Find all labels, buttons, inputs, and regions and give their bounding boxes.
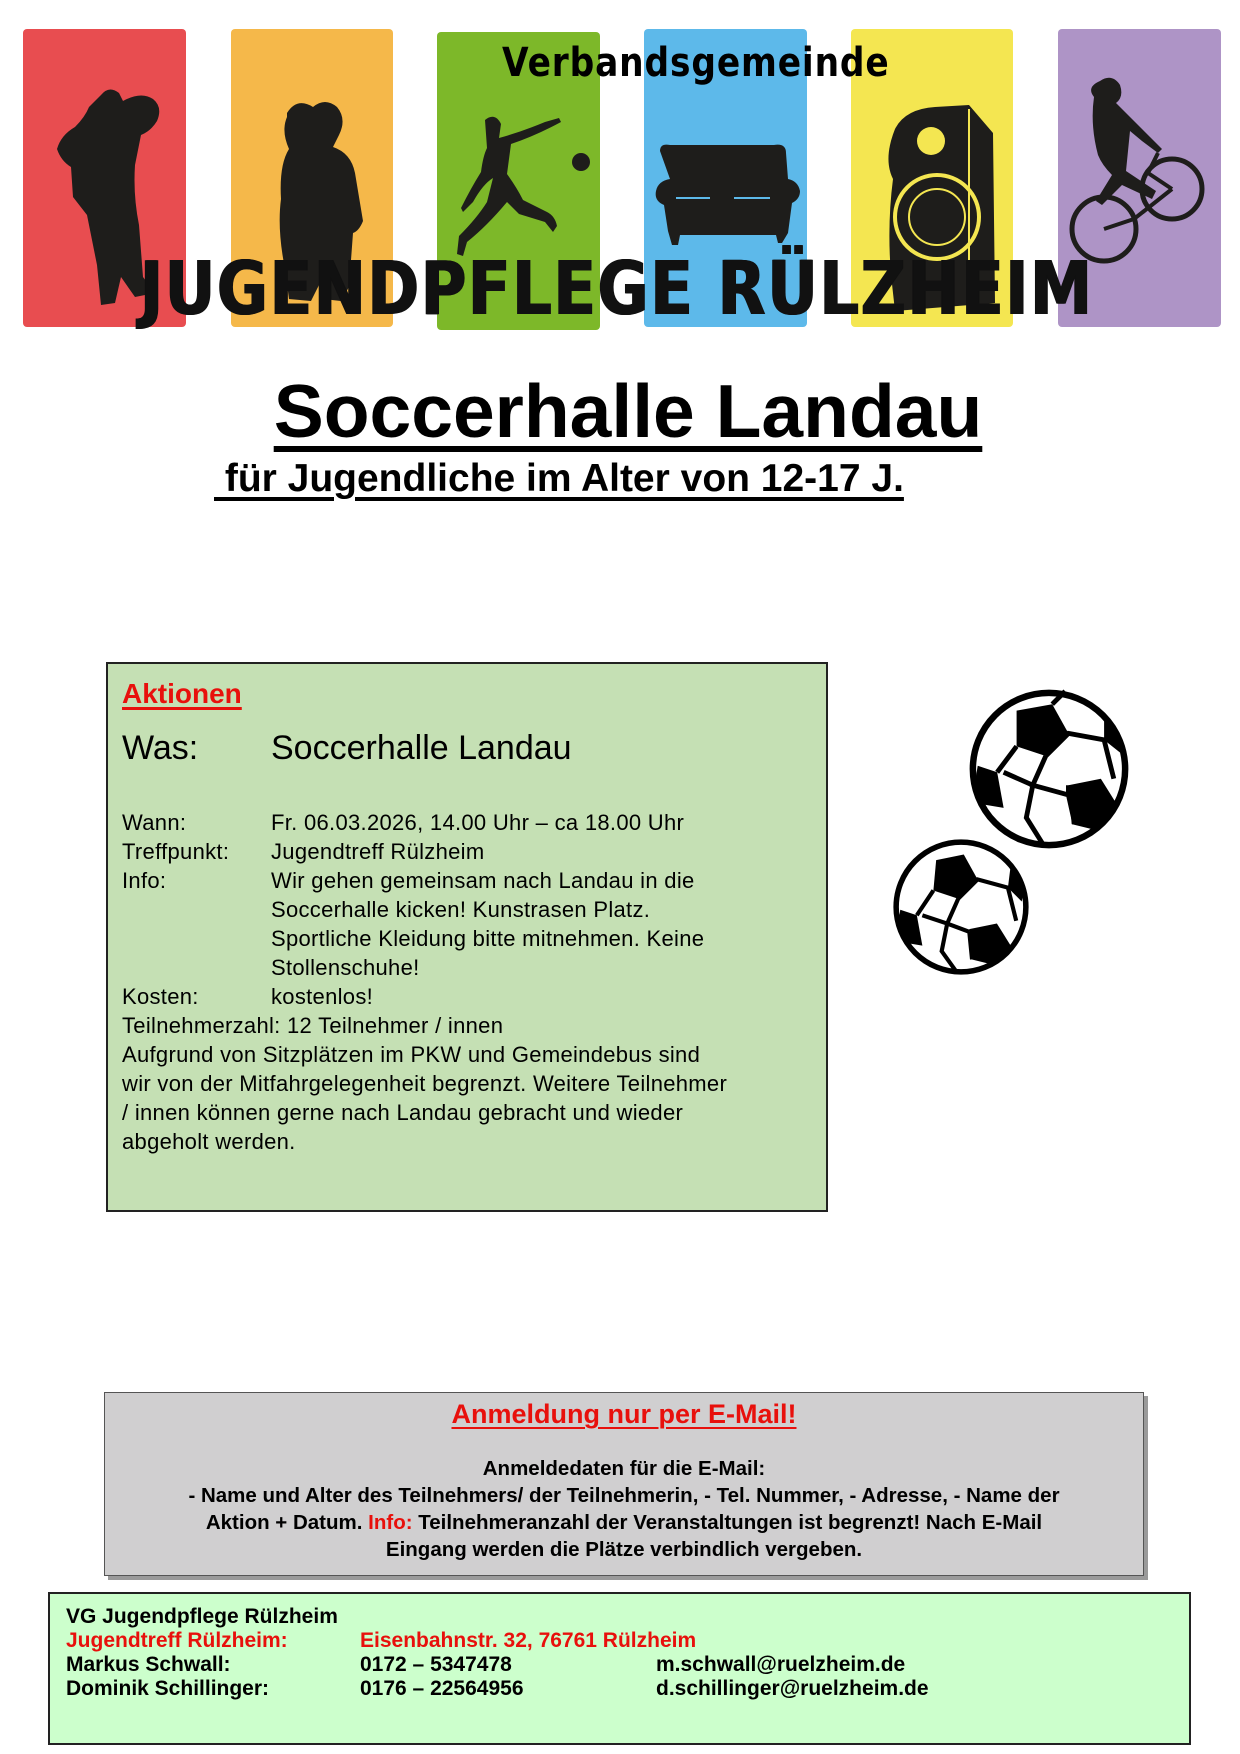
logo-banner bbox=[0, 0, 1240, 340]
soccer-ball-icon bbox=[968, 688, 1130, 850]
registration-intro: Anmeldedaten für die E-Mail: bbox=[482, 1457, 766, 1480]
detail-row-kosten bbox=[122, 982, 812, 1011]
page-title-text: Soccerhalle Landau bbox=[273, 369, 983, 453]
contact-name: Markus Schwall: bbox=[66, 1653, 231, 1676]
registration-line-3: Eingang werden die Plätze verbindlich vergeben. bbox=[385, 1538, 863, 1561]
registration-box bbox=[104, 1392, 1144, 1576]
address-value: Eisenbahnstr. 32, 76761 Rülzheim bbox=[360, 1629, 697, 1652]
detail-value: Jugendtreff Rülzheim bbox=[271, 839, 485, 864]
was-value: Soccerhalle Landau bbox=[271, 729, 572, 767]
registration-line-1: - Name und Alter des Teilnehmers/ der Teilnehmerin, - Tel. Nummer, - Adresse, - Name der bbox=[188, 1484, 1060, 1507]
contact-email[interactable]: m.schwall@ruelzheim.de bbox=[656, 1653, 906, 1676]
action-details bbox=[122, 808, 812, 1156]
logo-title: JUGENDPFLEGE RÜLZHEIM bbox=[140, 246, 1094, 332]
detail-label: Wann: bbox=[122, 810, 187, 835]
logo-subtitle: Verbandsgemeinde bbox=[502, 40, 890, 86]
was-label: Was: bbox=[122, 729, 199, 767]
detail-row-wann bbox=[122, 808, 812, 837]
contact-email[interactable]: d.schillinger@ruelzheim.de bbox=[656, 1677, 929, 1700]
contact-phone[interactable]: 0176 – 22564956 bbox=[360, 1677, 524, 1700]
info-label: Info: bbox=[368, 1511, 413, 1534]
page-subtitle: für Jugendliche im Alter von 12-17 J. bbox=[214, 457, 904, 500]
contact-footer bbox=[48, 1592, 1191, 1745]
capacity-note: Aufgrund von Sitzplätzen im PKW und Gemeindebus sind wir von der Mitfahrgelegenheit begrenzt. Weitere Teilnehmer / innen können gerne nach Landau gebracht und wieder abgeholt werden. bbox=[122, 1042, 728, 1154]
action-box bbox=[106, 662, 828, 1212]
action-heading: Aktionen bbox=[122, 678, 242, 709]
detail-value: kostenlos! bbox=[271, 984, 374, 1009]
detail-label: Treffpunkt: bbox=[122, 839, 230, 864]
soccer-ball-icon bbox=[892, 838, 1030, 976]
detail-row-info bbox=[122, 866, 812, 982]
registration-line-2-rest: Teilnehmeranzahl der Veranstaltungen ist begrenzt! Nach E-Mail bbox=[412, 1511, 1043, 1534]
contact-name: Dominik Schillinger: bbox=[66, 1677, 270, 1700]
address-label: Jugendtreff Rülzheim: bbox=[66, 1629, 288, 1652]
registration-line-2 bbox=[115, 1509, 1133, 1536]
registration-body bbox=[115, 1455, 1133, 1563]
participants-line: Teilnehmerzahl: 12 Teilnehmer / innen bbox=[122, 1013, 504, 1038]
detail-row-treffpunkt bbox=[122, 837, 812, 866]
registration-line-2-text: Aktion + Datum. bbox=[205, 1511, 369, 1534]
detail-label: Info: bbox=[122, 868, 167, 893]
detail-value: Wir gehen gemeinsam nach Landau in die Soccerhalle kicken! Kunstrasen Platz. Sportliche Kleidung bitte mitnehmen. Keine Stollenschuhe! bbox=[271, 868, 705, 980]
registration-title: Anmeldung nur per E-Mail! bbox=[451, 1399, 797, 1429]
detail-label: Kosten: bbox=[122, 984, 199, 1009]
detail-value: Fr. 06.03.2026, 14.00 Uhr – ca 18.00 Uhr bbox=[271, 810, 685, 835]
page-title bbox=[0, 371, 1240, 451]
contact-phone[interactable]: 0172 – 5347478 bbox=[360, 1653, 512, 1676]
org-name: VG Jugendpflege Rülzheim bbox=[66, 1605, 338, 1628]
